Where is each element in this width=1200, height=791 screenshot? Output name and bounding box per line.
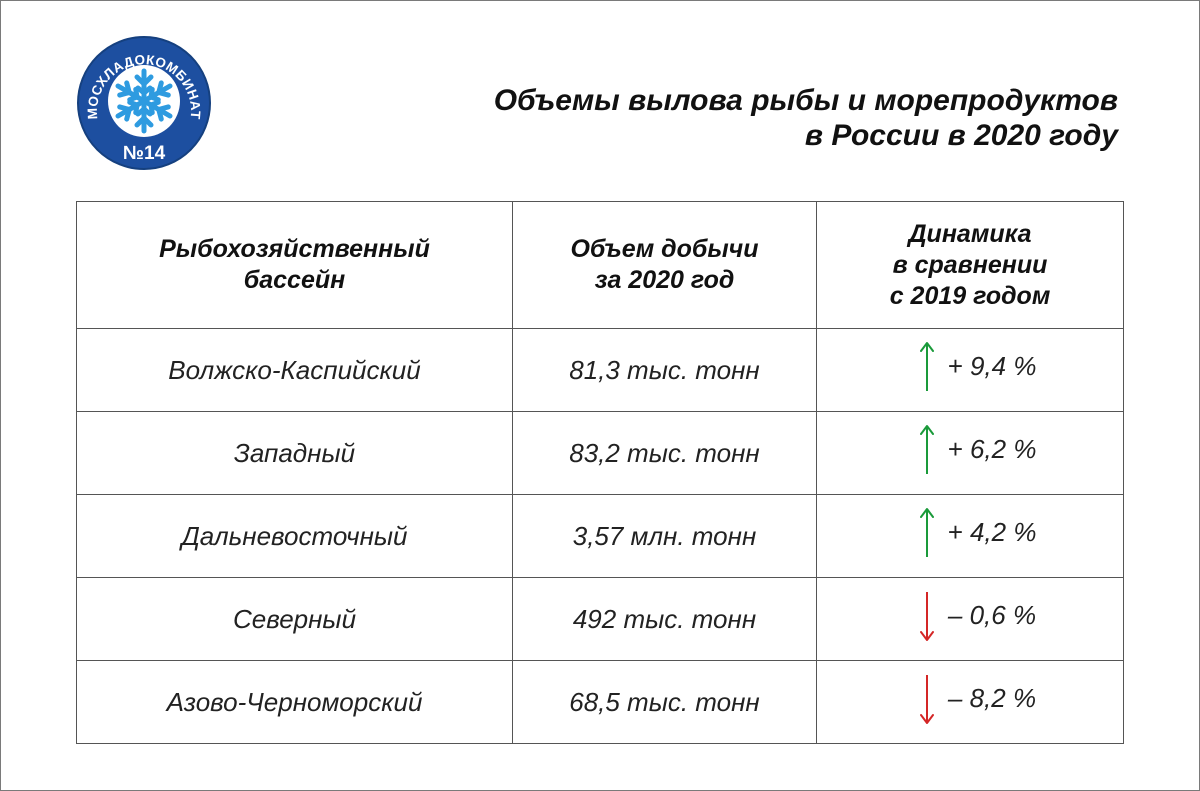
dynamics-cell — [817, 329, 1124, 412]
basin-cell: Западный — [77, 412, 513, 495]
arrow-down-icon — [920, 590, 934, 642]
dynamics-cell — [817, 578, 1124, 661]
catch-volume-table — [76, 201, 1124, 744]
header-dynamics-line-2: в сравнении — [892, 250, 1048, 279]
volume-cell: 81,3 тыс. тонн — [513, 329, 817, 412]
title-line-2: в России в 2020 году — [804, 119, 1118, 152]
arrow-up-icon — [920, 341, 934, 393]
header-volume-line-2: за 2020 год — [594, 266, 735, 294]
table-row — [77, 495, 1124, 578]
header-dynamics-line-1: Динамика — [908, 219, 1032, 248]
header-volume-line-1: Объем добычи — [570, 235, 759, 263]
basin-cell: Северный — [77, 578, 513, 661]
basin-cell: Азово-Черноморский — [77, 661, 513, 744]
table-row — [77, 329, 1124, 412]
dynamics-value: – 8,2 % — [947, 683, 1037, 713]
logo-ring-text: МОСХЛАДОКОМБИНАТ — [84, 52, 204, 121]
volume-cell: 83,2 тыс. тонн — [513, 412, 817, 495]
table-row — [77, 412, 1124, 495]
arrow-up-icon — [920, 507, 934, 559]
table-row — [77, 661, 1124, 744]
header-basin-line-2: бассейн — [243, 266, 346, 294]
header-volume — [513, 202, 817, 329]
dynamics-value: + 6,2 % — [947, 434, 1037, 464]
table-row — [77, 578, 1124, 661]
arrow-up-icon — [920, 424, 934, 476]
dynamics-value: + 9,4 % — [947, 351, 1037, 381]
page-title — [494, 83, 1118, 153]
basin-cell: Волжско-Каспийский — [77, 329, 513, 412]
volume-cell: 492 тыс. тонн — [513, 578, 817, 661]
header-basin — [77, 202, 513, 329]
header-basin-line-1: Рыбохозяйственный — [159, 235, 430, 263]
table-header-row — [77, 202, 1124, 329]
dynamics-cell — [817, 661, 1124, 744]
volume-cell: 3,57 млн. тонн — [513, 495, 817, 578]
dynamics-cell — [817, 412, 1124, 495]
dynamics-value: – 0,6 % — [947, 600, 1037, 630]
header-dynamics — [817, 202, 1124, 329]
arrow-down-icon — [920, 673, 934, 725]
basin-cell: Дальневосточный — [77, 495, 513, 578]
dynamics-cell — [817, 495, 1124, 578]
volume-cell: 68,5 тыс. тонн — [513, 661, 817, 744]
header-dynamics-line-3: с 2019 годом — [889, 281, 1051, 310]
moskhladokombinat-logo — [76, 35, 212, 171]
title-line-1: Объемы вылова рыбы и морепродуктов — [493, 84, 1118, 117]
dynamics-value: + 4,2 % — [947, 517, 1037, 547]
logo-number: №14 — [122, 143, 166, 164]
